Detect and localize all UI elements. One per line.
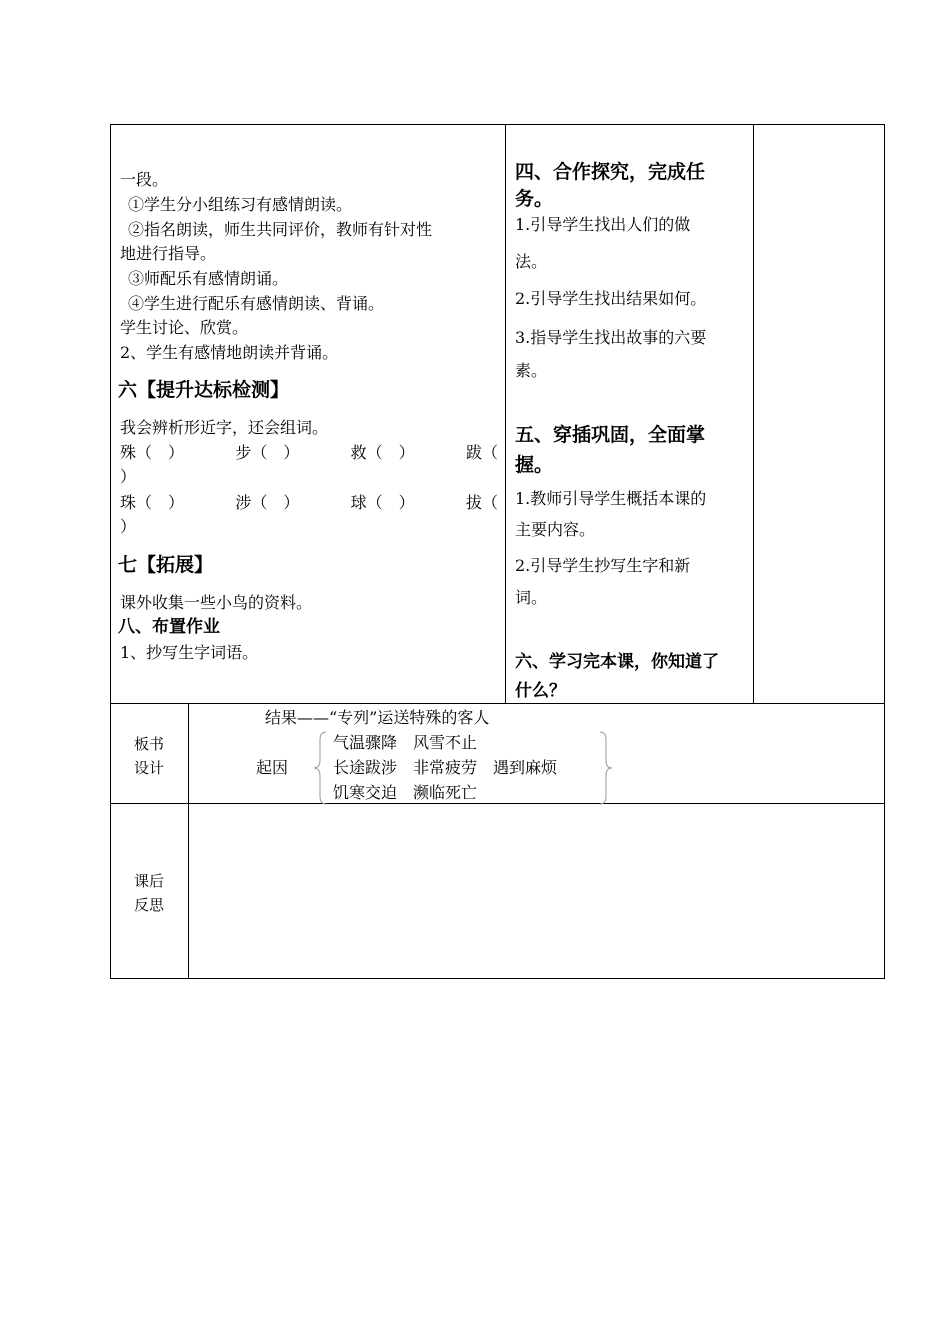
sec5-item-1: 1.教师引导学生概括本课的 [515, 489, 707, 508]
board-label-1: 板书 [133, 735, 164, 753]
sec5-title-1: 五、穿插巩固，全面掌 [515, 424, 706, 446]
step-6: 2、学生有感情地朗读并背诵。 [120, 343, 339, 362]
intro-text: 一段。 [120, 170, 169, 189]
right-brace-icon [598, 730, 614, 806]
word-cell: 涉（ ） [235, 493, 300, 512]
left-brace-icon [312, 730, 328, 806]
lesson-table [110, 124, 885, 979]
section6-instruction: 我会辨析形近字，还会组词。 [120, 418, 329, 437]
word-cell: 拔（ [465, 493, 498, 512]
word-cell: 珠（ ） [120, 493, 185, 512]
reflection-label-1: 课后 [133, 872, 164, 890]
sec4-item-1: 1.引导学生找出人们的做 [515, 215, 691, 234]
column-divider-2 [753, 124, 754, 704]
row-divider-reflection [110, 803, 885, 804]
sec5-item-2: 2.引导学生抄写生字和新 [515, 556, 691, 575]
sec4-title-2: 务。 [515, 188, 554, 210]
row-divider-board [110, 703, 885, 704]
sec6-title-1: 六、学习完本课，你知道了 [515, 652, 719, 672]
board-line-1: 气温骤降 风雪不止 [333, 733, 478, 752]
column-divider-1 [505, 124, 506, 704]
sec4-item-2: 2.引导学生找出结果如何。 [515, 289, 707, 308]
section6-title: 六【提升达标检测】 [118, 379, 290, 401]
section7-text: 课外收集一些小鸟的资料。 [120, 593, 313, 612]
reflection-label-2: 反思 [133, 896, 164, 914]
word-cell: 殊（ ） [120, 443, 185, 462]
board-result: 结果——“专列”运送特殊的客人 [265, 708, 490, 727]
sec6-title-2: 什么？ [515, 681, 566, 701]
word-cell: 救（ ） [350, 443, 415, 462]
label-divider [188, 703, 189, 979]
board-line-2: 长途跋涉 非常疲劳 遇到麻烦 [333, 758, 558, 777]
sec5-title-2: 握。 [515, 454, 554, 476]
sec4-title-1: 四、合作探究，完成任 [515, 161, 706, 183]
word-row-1 [120, 441, 498, 465]
word-row-2-close: ） [120, 517, 137, 536]
board-label-2: 设计 [133, 759, 164, 777]
word-row-1-close: ） [120, 467, 137, 486]
section8-title: 八、布置作业 [118, 617, 220, 637]
section8-text: 1、抄写生字词语。 [120, 643, 259, 662]
section7-title: 七【拓展】 [118, 554, 214, 576]
step-2: ②指名朗读，师生共同评价，教师有针对性 [128, 220, 433, 239]
step-4: ④学生进行配乐有感情朗读、背诵。 [128, 294, 385, 313]
step-1: ①学生分小组练习有感情朗读。 [128, 195, 353, 214]
sec5-item-2-cont: 词。 [515, 588, 548, 607]
sec4-item-3-cont: 素。 [515, 361, 548, 380]
sec5-item-1-cont: 主要内容。 [515, 520, 596, 539]
word-row-2 [120, 491, 498, 515]
step-2-cont: 地进行指导。 [120, 244, 217, 263]
word-cell: 步（ ） [235, 443, 300, 462]
word-cell: 球（ ） [350, 493, 415, 512]
board-line-3: 饥寒交迫 濒临死亡 [333, 783, 478, 802]
sec4-item-1-cont: 法。 [515, 252, 548, 271]
sec4-item-3: 3.指导学生找出故事的六要 [515, 328, 707, 347]
board-cause: 起因 [256, 758, 289, 777]
word-cell: 跋（ [465, 443, 498, 462]
step-3: ③师配乐有感情朗诵。 [128, 269, 289, 288]
step-5: 学生讨论、欣赏。 [120, 318, 249, 337]
